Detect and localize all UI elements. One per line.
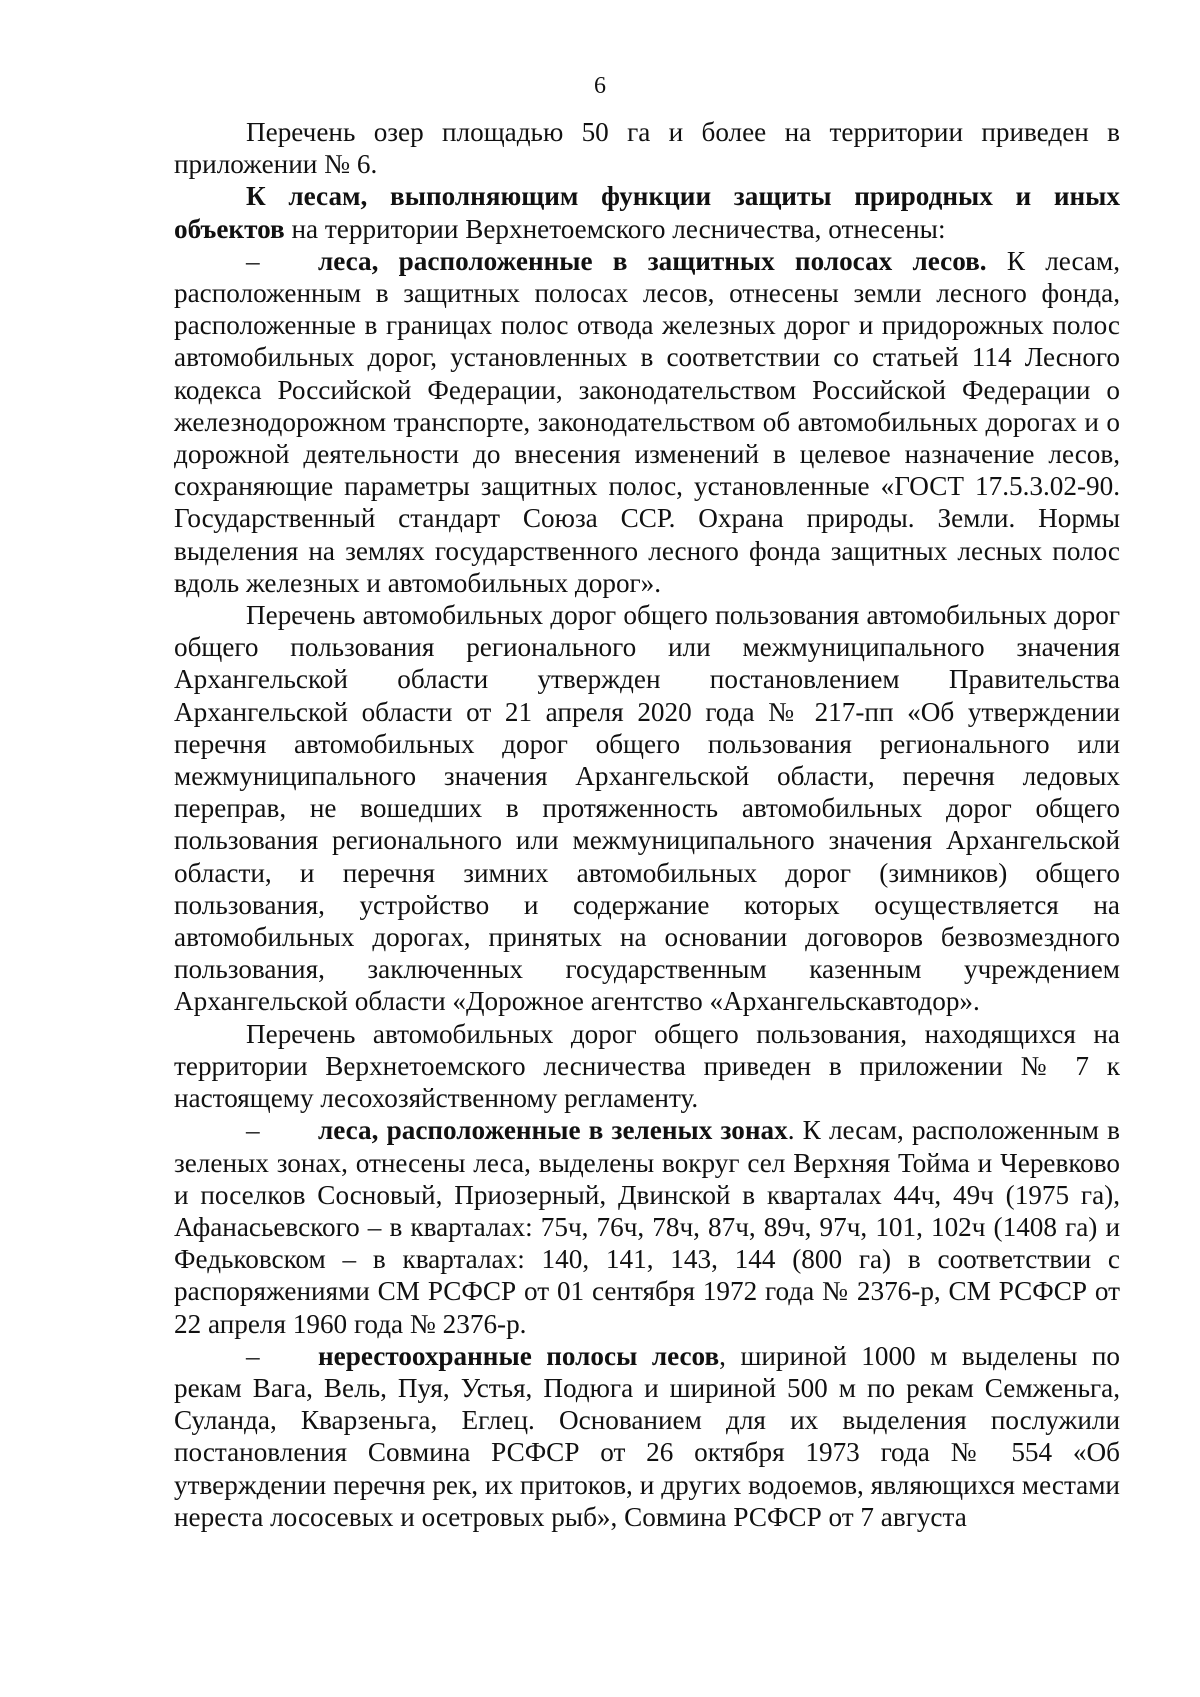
document-body [174,116,1120,1533]
list-item-green-zones [174,1114,1120,1339]
paragraph-protective-forests [174,180,1120,244]
paragraph-text: К лесам, расположенным в защитных полосах лесов, отнесены земли лесного фонда, расположенные в границах полос отвода железных дорог и придорожных полос автомобильных дорог, установленных в соответствии со статьей 114 Лесного кодекса Российской Федерации, законодательством Российской Федерации о железнодорожном транспорте, законодательством об автомобильных дорогах и о дорожной деятельности до внесения изменений в целевое назначение лесов, сохраняющие параметры защитных полос, установленные «ГОСТ 17.5.3.02-90. Государственный стандарт Союза ССР. Охрана природы. Земли. Нормы выделения на землях государственного лесного фонда защитных лесных полос вдоль железных и автомобильных дорог». [174,245,1120,598]
page-number: 6 [594,73,606,99]
paragraph-roads-list: Перечень автомобильных дорог общего пользования автомобильных дорог общего пользования регионального или межмуниципального значения Архангельской области утвержден постановлением Правительства Архангельской области от 21 апреля 2020 года № 217-пп «Об утверждении перечня автомобильных дорог общего пользования регионального или межмуниципального значения Архангельской области, перечня ледовых переправ, не вошедших в протяженность автомобильных дорог общего пользования регионального или межмуниципального значения Архангельской области, и перечня зимних автомобильных дорог (зимников) общего пользования, устройство и содержание которых осуществляется на автомобильных дорогах, принятых на основании договоров безвозмездного пользования, заключенных государственным казенным учреждением Архангельской области «Дорожное агентство «Архангельскавтодор». [174,600,1120,1017]
dash-marker: – [246,1340,260,1371]
dash-marker: – [246,245,260,276]
dash-marker: – [246,1115,260,1146]
bold-heading: леса, расположенные в защитных полосах лесов. [318,245,987,276]
paragraph-text: на территории Верхнетоемского лесничества, отнесены: [284,213,946,244]
paragraph-text: . К лесам, расположенным в зеленых зонах, отнесены леса, выделены вокруг сел Верхняя Тойма и Черевково и поселков Сосновый, Приозерный, Двинской в кварталах 44ч, 49ч (1975 га), Афанасьевского – в кварталах: 75ч, 76ч, 78ч, 87ч, 89ч, 97ч, 101, 102ч (1408 га) и Федьковском – в кварталах: 140, 141, 143, 144 (800 га) в соответствии с распоряжениями СМ РСФСР от 01 сентября 1972 года № 2376-р, СМ РСФСР от 22 апреля 1960 года № 2376-р. [174,1115,1121,1339]
paragraph-text: , шириной 1000 м выделены по рекам Вага, Вель, Пуя, Устья, Подюга и шириной 500 м по рекам Семженьга, Суланда, Кварзеньга, Еглец. Основанием для их выделения послужили постановления Совмина РСФСР от 26 октября 1973 года № 554 «Об утверждении перечня рек, их притоков, и других водоемов, являющихся местами нереста лососевых и осетровых рыб», Совмина РСФСР от 7 августа [174,1340,1120,1532]
bold-heading: нерестоохранные полосы лесов [318,1340,720,1371]
list-item-protective-strips [174,245,1120,599]
list-item-spawning-strips [174,1340,1120,1533]
bold-heading: леса, расположенные в зеленых зонах [318,1115,788,1146]
bold-heading: К лесам, выполняющим функции защиты природных и иных объектов [174,181,1120,244]
paragraph-lakes: Перечень озер площадью 50 га и более на территории приведен в приложении № 6. [174,117,1120,180]
paragraph-roads-appendix: Перечень автомобильных дорог общего пользования, находящихся на территории Верхнетоемского лесничества приведен в приложении № 7 к настоящему лесохозяйственному регламенту. [174,1018,1120,1114]
